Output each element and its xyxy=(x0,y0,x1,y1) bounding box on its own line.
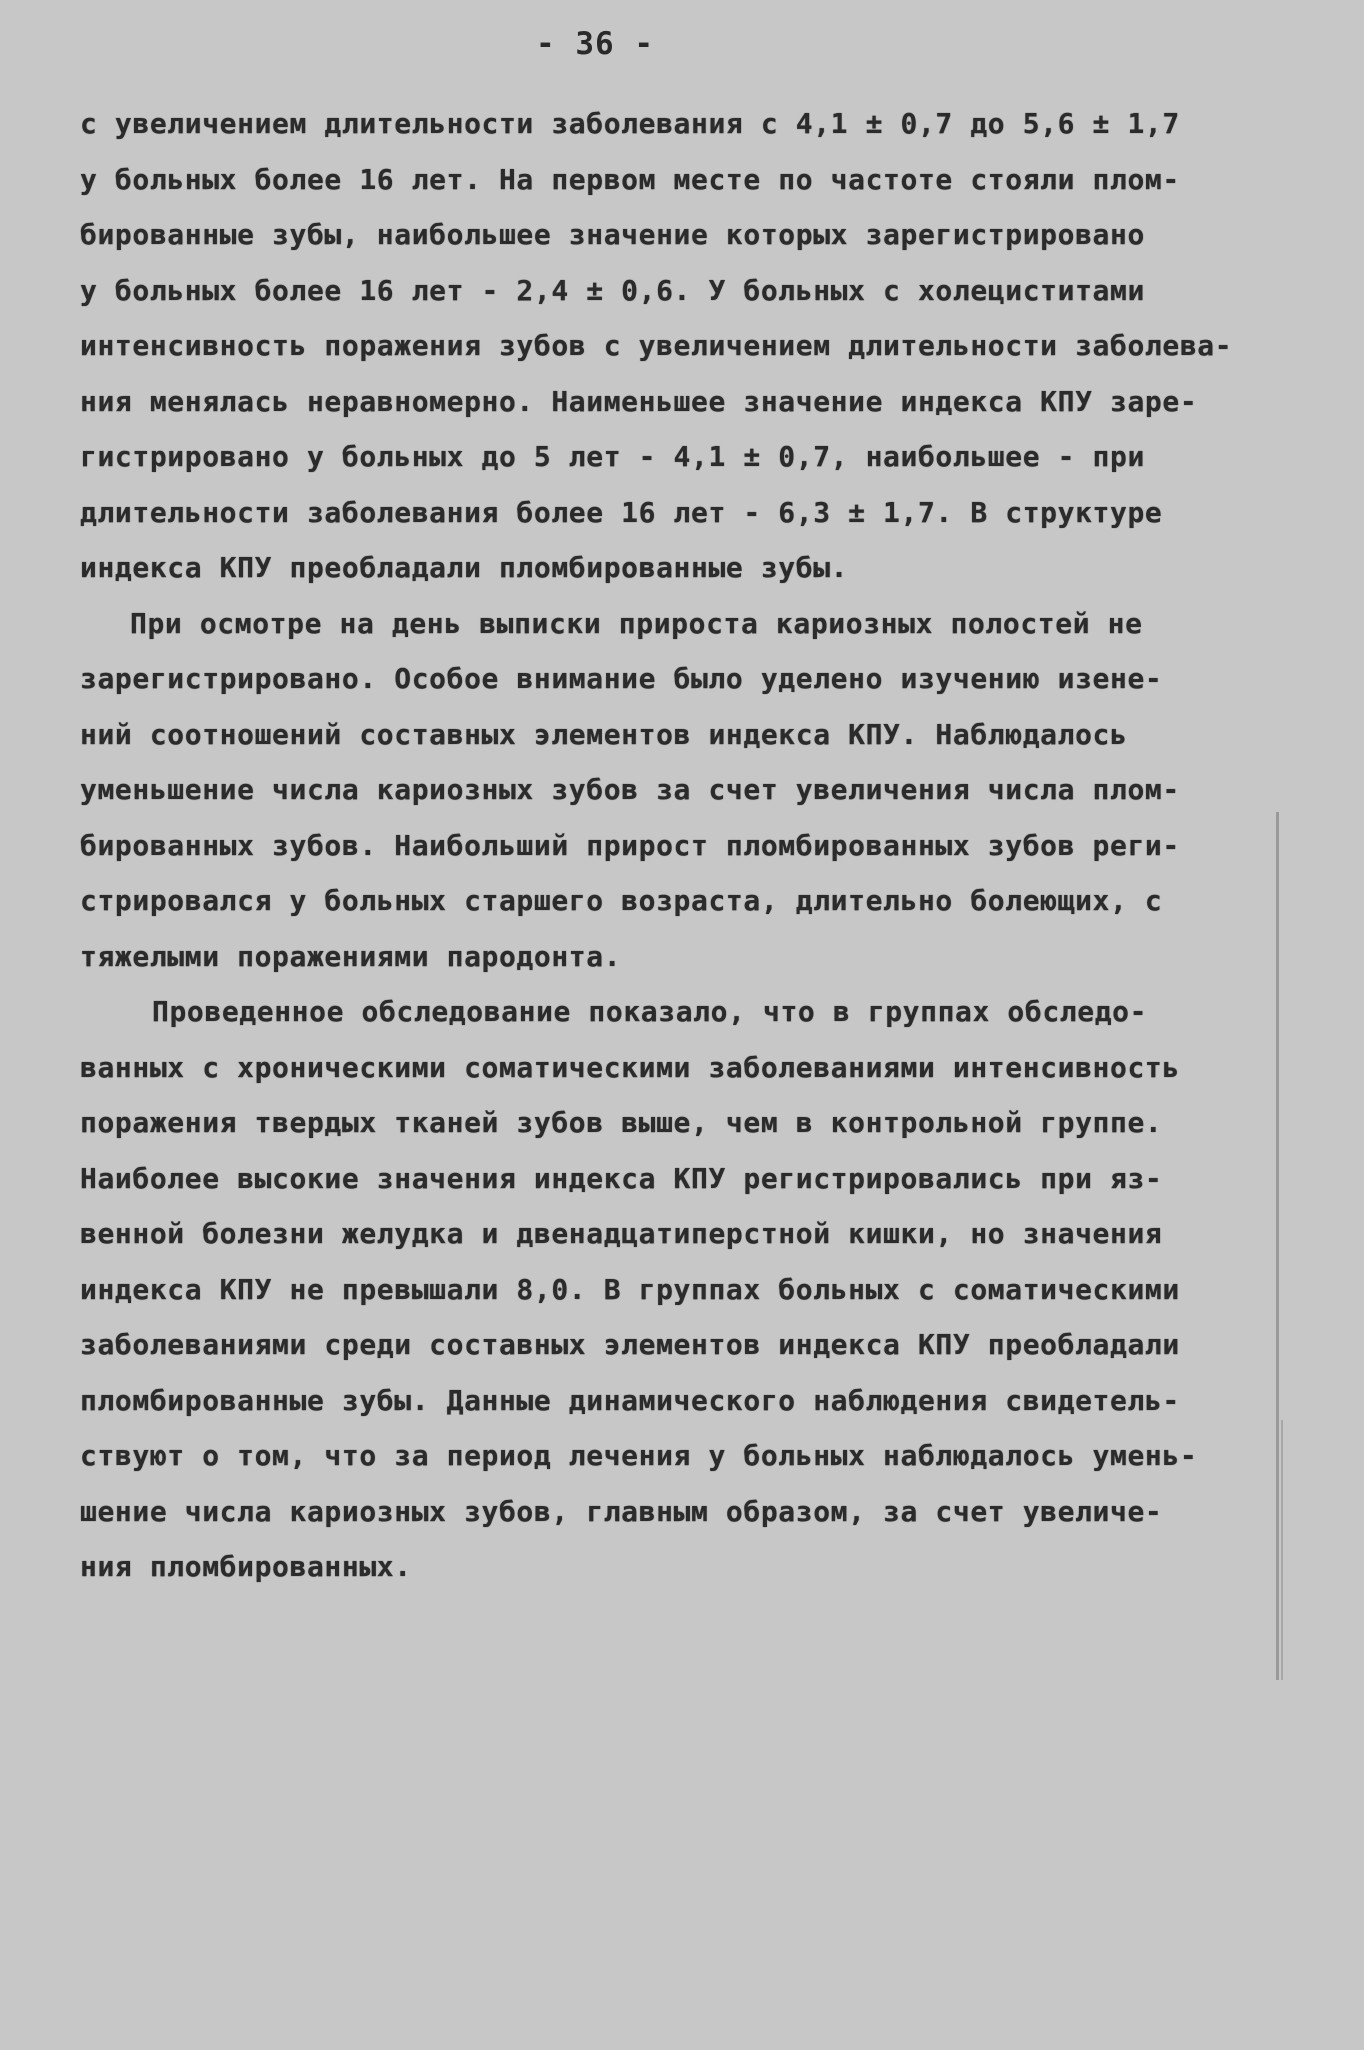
text-line: ний соотношений составных элементов индекса КПУ. Наблюдалось xyxy=(80,717,1128,751)
text-line: тяжелыми поражениями пародонта. xyxy=(80,939,622,973)
text-line: длительности заболевания более 16 лет - 6,3 ± 1,7. В структуре xyxy=(80,495,1163,529)
text-line: ния пломбированных. xyxy=(80,1550,412,1583)
text-line: с увеличением длительности заболевания с 4,1 ± 0,7 до 5,6 ± 1,7 xyxy=(80,107,1180,140)
page-number: - 36 - xyxy=(536,26,654,62)
text-line: шение числа кариозных зубов, главным образом, за счет увеличе- xyxy=(80,1494,1163,1528)
text-line: уменьшение числа кариозных зубов за счет увеличения числа плом- xyxy=(80,773,1180,806)
text-line: пломбированные зубы. Данные динамического наблюдения свидетель- xyxy=(80,1383,1180,1417)
text-line: зарегистрировано. Особое внимание было уделено изучению изене- xyxy=(80,662,1163,695)
paragraph-first-line: При осмотре на день выписки прироста кариозных полостей не xyxy=(130,606,1143,640)
body-text xyxy=(80,96,1240,1595)
text-line: поражения твердых тканей зубов выше, чем в контрольной группе. xyxy=(80,1106,1163,1139)
text-line: ствуют о том, что за период лечения у больных наблюдалось умень- xyxy=(80,1439,1198,1472)
text-line: ния менялась неравномерно. Наименьшее значение индекса КПУ заре- xyxy=(80,384,1198,418)
text-line: венной болезни желудка и двенадцатиперстной кишки, но значения xyxy=(80,1217,1163,1250)
margin-scan-line xyxy=(1281,1420,1283,1680)
text-line: бированные зубы, наибольшее значение которых зарегистрировано xyxy=(80,218,1145,251)
margin-scan-line xyxy=(1276,812,1279,1680)
paragraph-first-line: Проведенное обследование показало, что в группах обследо- xyxy=(152,995,1148,1028)
text-line: заболеваниями среди составных элементов индекса КПУ преобладали xyxy=(80,1328,1180,1361)
text-line: у больных более 16 лет. На первом месте по частоте стояли плом- xyxy=(80,162,1180,196)
text-line: бированных зубов. Наибольший прирост пломбированных зубов реги- xyxy=(80,828,1180,862)
text-line: индекса КПУ не превышали 8,0. В группах больных с соматическими xyxy=(80,1272,1180,1306)
text-line: у больных более 16 лет - 2,4 ± 0,6. У больных с холециститами xyxy=(80,273,1145,307)
text-line: интенсивность поражения зубов с увеличением длительности заболева- xyxy=(80,329,1233,362)
text-line: стрировался у больных старшего возраста, длительно болеющих, с xyxy=(80,884,1163,917)
text-line: гистрировано у больных до 5 лет - 4,1 ± 0,7, наибольшее - при xyxy=(80,440,1145,473)
text-line: ванных с хроническими соматическими заболеваниями интенсивность xyxy=(80,1050,1180,1084)
text-line: Наиболее высокие значения индекса КПУ регистрировались при яз- xyxy=(80,1161,1163,1195)
text-line: индекса КПУ преобладали пломбированные зубы. xyxy=(80,551,849,584)
